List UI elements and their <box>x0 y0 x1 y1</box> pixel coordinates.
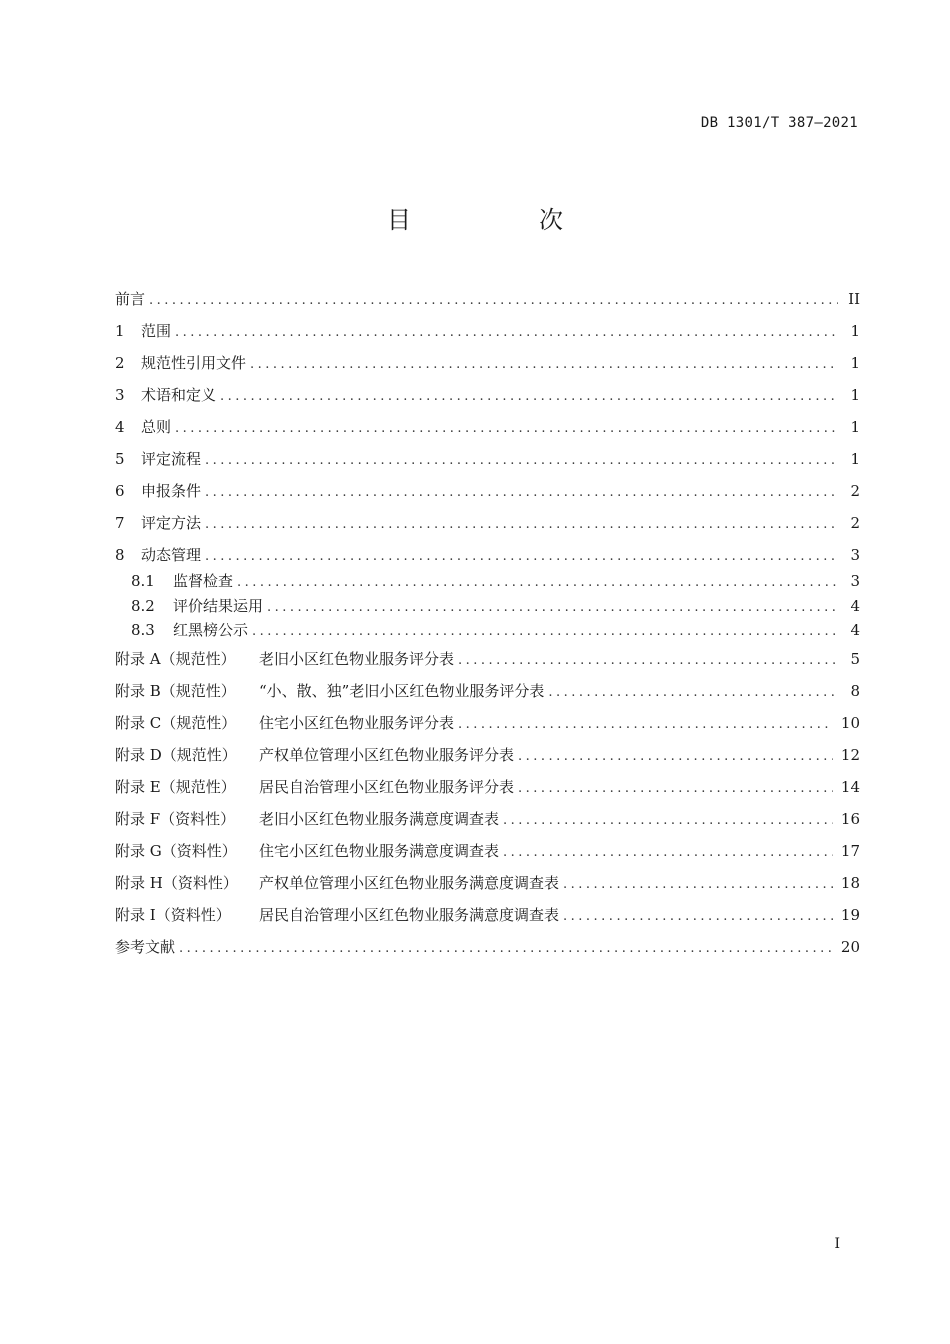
toc-appendix-tag: 附录 B（规范性） <box>115 682 236 700</box>
toc-entry-number: 8.3 <box>131 621 155 639</box>
toc-page-number: 12 <box>840 746 860 764</box>
toc-entry-label: “小、散、独”老旧小区红色物业服务评分表 <box>259 682 545 700</box>
toc-page-number: 3 <box>850 572 860 590</box>
toc-entry-bibliography[interactable] <box>115 935 860 967</box>
toc-entry-number: 8.1 <box>131 572 155 590</box>
toc-entry-chapter[interactable] <box>115 511 860 543</box>
toc-page-number: II <box>848 290 860 308</box>
toc-entry-label: 申报条件 <box>141 482 202 500</box>
toc-entry-foreword[interactable] <box>115 287 860 319</box>
toc-leader <box>205 513 838 537</box>
toc-entry-appendix[interactable] <box>115 679 860 711</box>
page-number: I <box>834 1236 840 1252</box>
toc-leader <box>563 905 833 929</box>
toc-appendix-tag: 附录 D（规范性） <box>115 746 237 764</box>
toc-entry-label: 监督检查 <box>173 572 234 590</box>
toc-leader <box>548 681 838 705</box>
toc-entry-number: 8 <box>115 546 125 564</box>
toc-entry-chapter[interactable] <box>115 383 860 415</box>
toc-leader <box>267 596 838 620</box>
toc-leader <box>205 481 838 505</box>
toc-entry-appendix[interactable] <box>115 647 860 679</box>
toc-entry-label: 居民自治管理小区红色物业服务满意度调查表 <box>259 906 560 924</box>
toc-leader <box>563 873 833 897</box>
toc-entry-label: 居民自治管理小区红色物业服务评分表 <box>259 778 515 796</box>
toc-entry-appendix[interactable] <box>115 743 860 775</box>
toc-entry-label: 产权单位管理小区红色物业服务评分表 <box>259 746 515 764</box>
toc-entry-appendix[interactable] <box>115 871 860 903</box>
toc-entry-label: 范围 <box>141 322 172 340</box>
toc-page-number: 1 <box>850 418 860 436</box>
toc-entry-chapter[interactable] <box>115 351 860 383</box>
toc-entry-label: 术语和定义 <box>141 386 217 404</box>
toc-entry-label: 红黑榜公示 <box>173 621 249 639</box>
toc-leader <box>237 571 838 595</box>
toc-entry-appendix[interactable] <box>115 711 860 743</box>
toc-entry-label: 住宅小区红色物业服务评分表 <box>259 714 455 732</box>
toc-leader <box>250 353 838 377</box>
toc-entry-label: 评定流程 <box>141 450 202 468</box>
toc-entry-section[interactable] <box>115 618 860 647</box>
toc-page-number: 20 <box>840 938 860 956</box>
toc-entry-appendix[interactable] <box>115 807 860 839</box>
toc-appendix-tag: 附录 H（资料性） <box>115 874 238 892</box>
toc-entry-label: 住宅小区红色物业服务满意度调查表 <box>259 842 500 860</box>
toc-page-number: 4 <box>850 596 860 615</box>
table-of-contents <box>115 287 860 967</box>
toc-entry-appendix[interactable] <box>115 903 860 935</box>
toc-entry-number: 1 <box>115 322 125 340</box>
toc-entry-label: 规范性引用文件 <box>141 354 247 372</box>
toc-appendix-tag: 附录 E（规范性） <box>115 778 236 796</box>
document-code: DB 1301/T 387—2021 <box>700 115 858 131</box>
toc-page-number: 3 <box>850 546 860 564</box>
toc-page-number: 18 <box>840 874 860 892</box>
toc-entry-label: 总则 <box>141 418 172 436</box>
toc-entry-label: 评定方法 <box>141 514 202 532</box>
toc-page-number: 17 <box>840 842 860 860</box>
toc-entry-number: 4 <box>115 418 125 436</box>
toc-appendix-tag: 附录 F（资料性） <box>115 810 236 828</box>
toc-appendix-tag: 附录 I（资料性） <box>115 906 231 924</box>
toc-leader <box>458 649 838 673</box>
toc-page-number: 4 <box>850 621 860 639</box>
toc-entry-number: 5 <box>115 450 125 468</box>
toc-leader <box>205 545 838 569</box>
toc-appendix-tag: 附录 G（资料性） <box>115 842 237 860</box>
toc-page-number: 2 <box>850 514 860 532</box>
toc-entry-appendix[interactable] <box>115 775 860 807</box>
toc-entry-chapter[interactable] <box>115 543 860 569</box>
toc-entry-label: 动态管理 <box>141 546 202 564</box>
toc-page-number: 1 <box>850 322 860 340</box>
toc-leader <box>205 449 838 473</box>
toc-page-number: 10 <box>840 714 860 732</box>
toc-entry-label: 产权单位管理小区红色物业服务满意度调查表 <box>259 874 560 892</box>
toc-entry-appendix[interactable] <box>115 839 860 871</box>
toc-page-number: 8 <box>850 682 860 700</box>
toc-entry-section[interactable] <box>115 594 860 619</box>
toc-page-number: 1 <box>850 450 860 468</box>
toc-entry-label: 老旧小区红色物业服务评分表 <box>259 650 455 668</box>
toc-leader <box>220 385 838 409</box>
toc-leader <box>503 841 833 865</box>
toc-entry-label: 老旧小区红色物业服务满意度调查表 <box>259 810 500 828</box>
toc-entry-chapter[interactable] <box>115 479 860 511</box>
toc-leader <box>503 809 833 833</box>
page-title: 目 次 <box>387 206 615 234</box>
toc-leader <box>149 289 838 313</box>
toc-entry-chapter[interactable] <box>115 415 860 447</box>
toc-page-number: 1 <box>850 354 860 372</box>
toc-entry-number: 3 <box>115 386 125 404</box>
toc-entry-label: 前言 <box>115 290 146 308</box>
toc-page-number: 5 <box>850 650 860 668</box>
toc-leader <box>518 777 833 801</box>
toc-entry-number: 8.2 <box>131 596 155 615</box>
toc-entry-chapter[interactable] <box>115 319 860 351</box>
toc-leader <box>458 713 833 737</box>
toc-appendix-tag: 附录 A（规范性） <box>115 650 236 668</box>
toc-leader <box>518 745 833 769</box>
toc-entry-number: 7 <box>115 514 125 532</box>
toc-entry-label: 参考文献 <box>115 938 176 956</box>
toc-page-number: 16 <box>840 810 860 828</box>
toc-entry-section[interactable] <box>115 569 860 594</box>
toc-page-number: 2 <box>850 482 860 500</box>
toc-entry-number: 6 <box>115 482 125 500</box>
toc-page-number: 1 <box>850 386 860 404</box>
toc-page-number: 19 <box>840 906 860 924</box>
toc-appendix-tag: 附录 C（规范性） <box>115 714 237 732</box>
toc-leader <box>175 321 838 345</box>
toc-leader <box>179 937 833 961</box>
toc-leader <box>175 417 838 441</box>
toc-entry-number: 2 <box>115 354 125 372</box>
toc-entry-chapter[interactable] <box>115 447 860 479</box>
toc-entry-label: 评价结果运用 <box>173 596 264 615</box>
toc-leader <box>252 620 838 644</box>
toc-page-number: 14 <box>840 778 860 796</box>
